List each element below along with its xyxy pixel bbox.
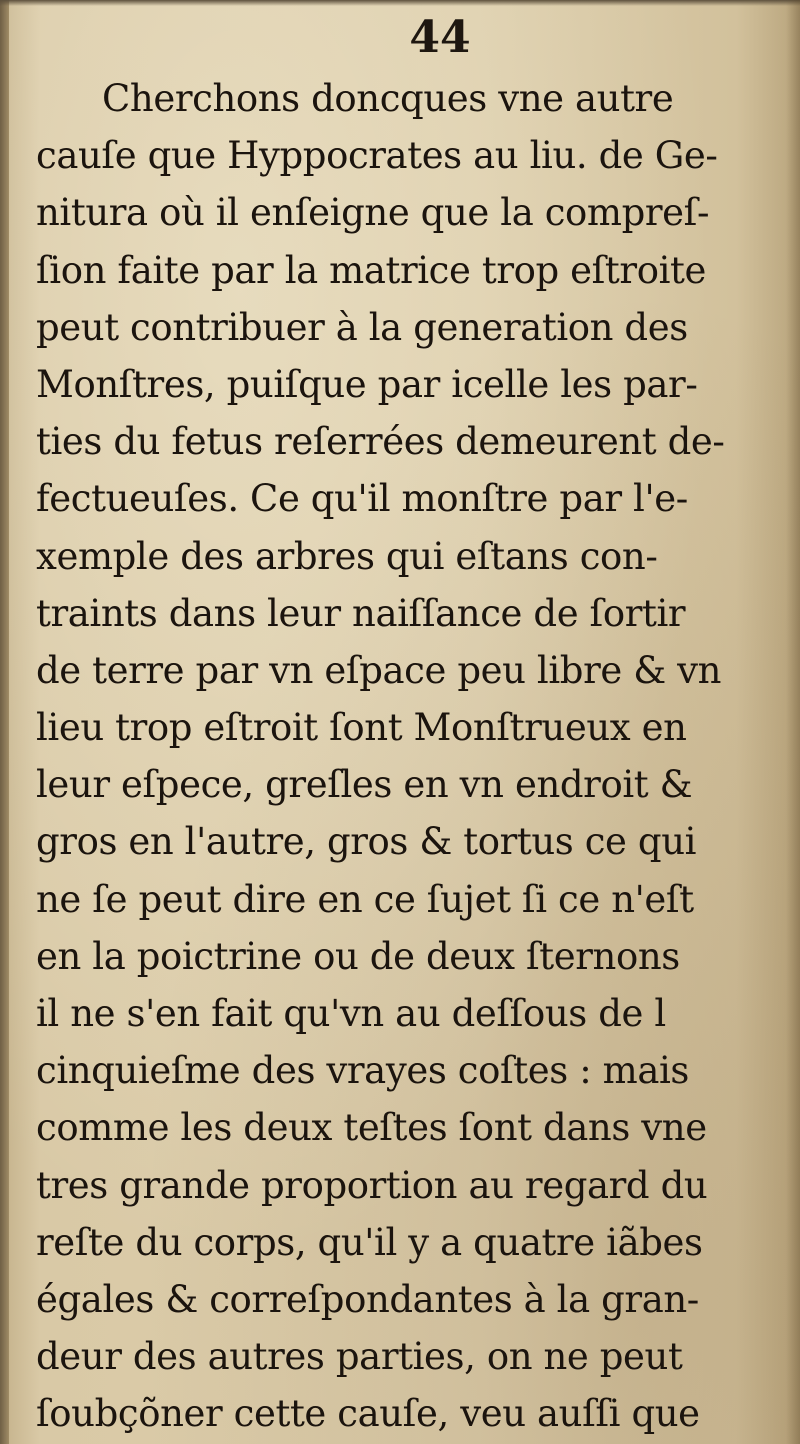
text-line: ſion faite par la matrice trop eſtroite [36, 248, 706, 292]
text-line: traints dans leur naiſſance de ſortir [36, 591, 686, 635]
page-binding-shadow [0, 0, 9, 1444]
text-line: ties du fetus reſerrées demeurent de- [36, 420, 725, 464]
text-line: il ne s'en fait qu'vn au deſſous de l [36, 992, 666, 1035]
text-line: ſoubçõner cette cauſe, veu auſſi que [36, 1392, 700, 1436]
text-line: cinquieſme des vrayes coſtes : mais [36, 1049, 689, 1093]
page-text [36, 70, 782, 1443]
text-line: lieu trop eſtroit ſont Monſtrueux en [36, 706, 687, 750]
text-line: ne ſe peut dire en ce ſujet ſi ce n'eſt [36, 877, 694, 921]
page-number: 44 [409, 12, 471, 63]
text-line: comme les deux teſtes ſont dans vne [36, 1106, 707, 1150]
text-line: Monſtres, puiſque par icelle les par- [36, 362, 698, 406]
text-line: de terre par vn eſpace peu libre & vn [36, 648, 722, 692]
text-line: fectueuſes. Ce qu'il monſtre par l'e- [36, 477, 688, 521]
text-line: cauſe que Hyppocrates au liu. de Ge- [36, 134, 718, 178]
text-line: égales & correſpondantes à la gran- [36, 1277, 699, 1321]
text-line: nitura où il enſeigne que la compreſ- [36, 191, 710, 235]
text-line: xemple des arbres qui eſtans con- [36, 534, 658, 578]
text-line: peut contribuer à la generation des [36, 305, 688, 349]
text-line: leur eſpece, greſles en vn endroit & [36, 763, 693, 807]
page-edge-shadow [786, 0, 800, 1444]
text-line: deur des autres parties, on ne peut [36, 1335, 683, 1379]
text-line: gros en l'autre, gros & tortus ce qui [36, 820, 697, 864]
text-line: tres grande proportion au regard du [36, 1163, 708, 1207]
page-top-shadow [0, 0, 800, 6]
text-line: reſte du corps, qu'il y a quatre iãbes [36, 1220, 703, 1264]
text-line: en la poictrine ou de deux ſternons [36, 934, 680, 978]
text-line: Cherchons doncques vne autre [102, 77, 674, 120]
